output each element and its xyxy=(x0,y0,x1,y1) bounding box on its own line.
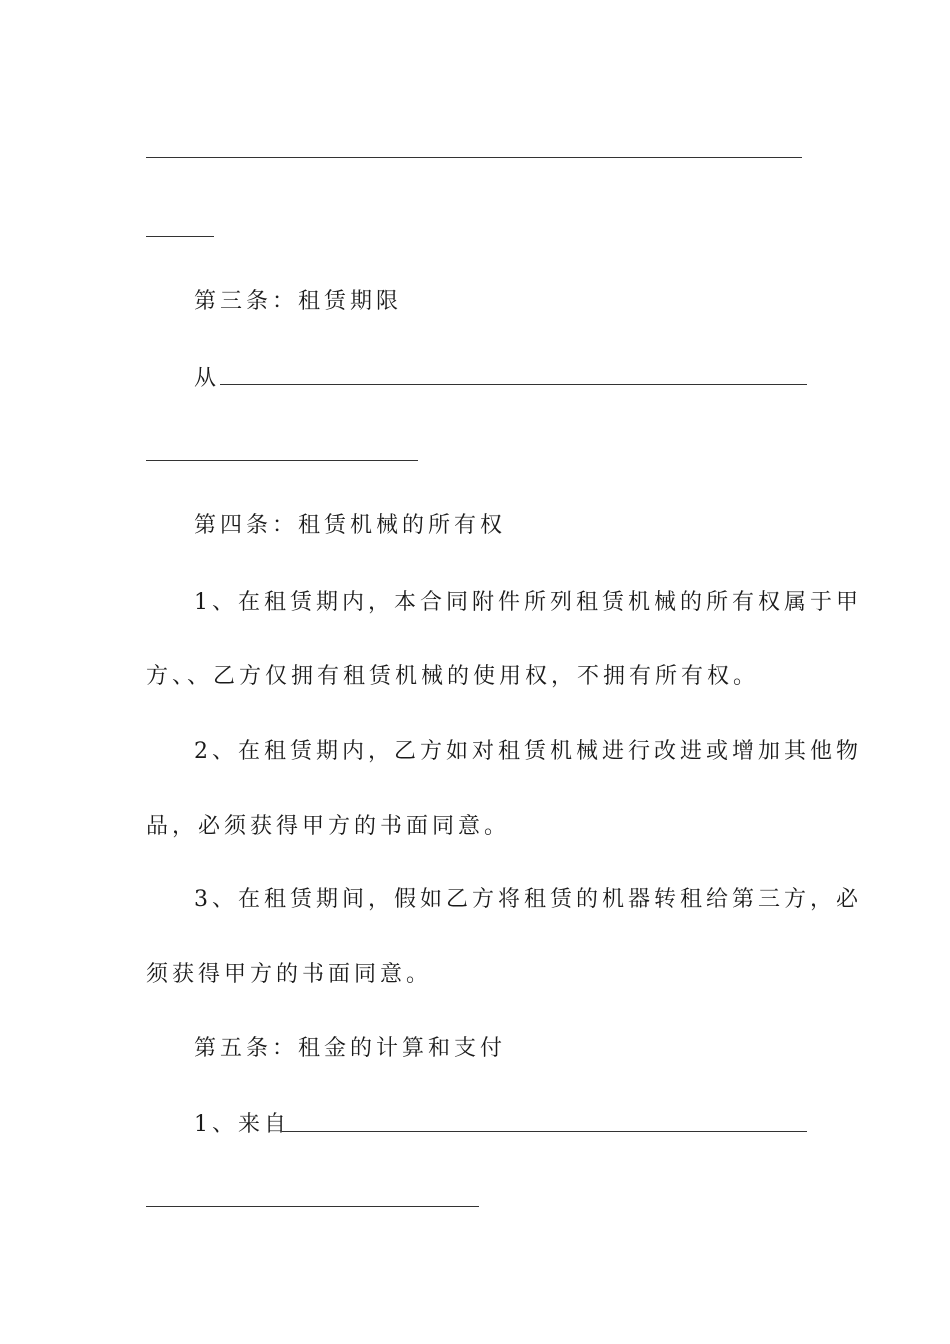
article-4-item-1-line-1: 1、在租赁期内，本合同附件所列租赁机械的所有权属于甲 xyxy=(194,590,862,615)
article-5-heading: 第五条：租金的计算和支付 xyxy=(194,1036,507,1061)
article-4-item-1-line-2: 方、、乙方仅拥有租赁机械的使用权，不拥有所有权。 xyxy=(146,664,760,689)
article-3-term-line xyxy=(194,364,220,394)
article-3-heading: 第三条：租赁期限 xyxy=(194,289,403,314)
blank-fill-line xyxy=(146,157,802,158)
article-4-item-3-line-2: 须获得甲方的书面同意。 xyxy=(146,962,433,987)
term-prefix: 从 xyxy=(194,366,221,391)
article-4-item-3-line-1: 3、在租赁期间，假如乙方将租赁的机器转租给第三方，必 xyxy=(194,887,862,912)
article-4-heading: 第四条：租赁机械的所有权 xyxy=(194,513,507,538)
article-4-item-2-line-2: 品，必须获得甲方的书面同意。 xyxy=(146,814,511,839)
item-1-prefix: 1、来自 xyxy=(194,1112,290,1137)
blank-fill-line xyxy=(282,1131,807,1132)
blank-fill-line xyxy=(146,1206,479,1207)
article-4-item-2-line-1: 2、在租赁期内，乙方如对租赁机械进行改进或增加其他物 xyxy=(194,739,862,764)
blank-fill-line xyxy=(220,384,807,385)
blank-fill-line xyxy=(146,460,418,461)
blank-fill-line xyxy=(146,236,214,237)
article-5-item-1-line xyxy=(194,1110,290,1140)
